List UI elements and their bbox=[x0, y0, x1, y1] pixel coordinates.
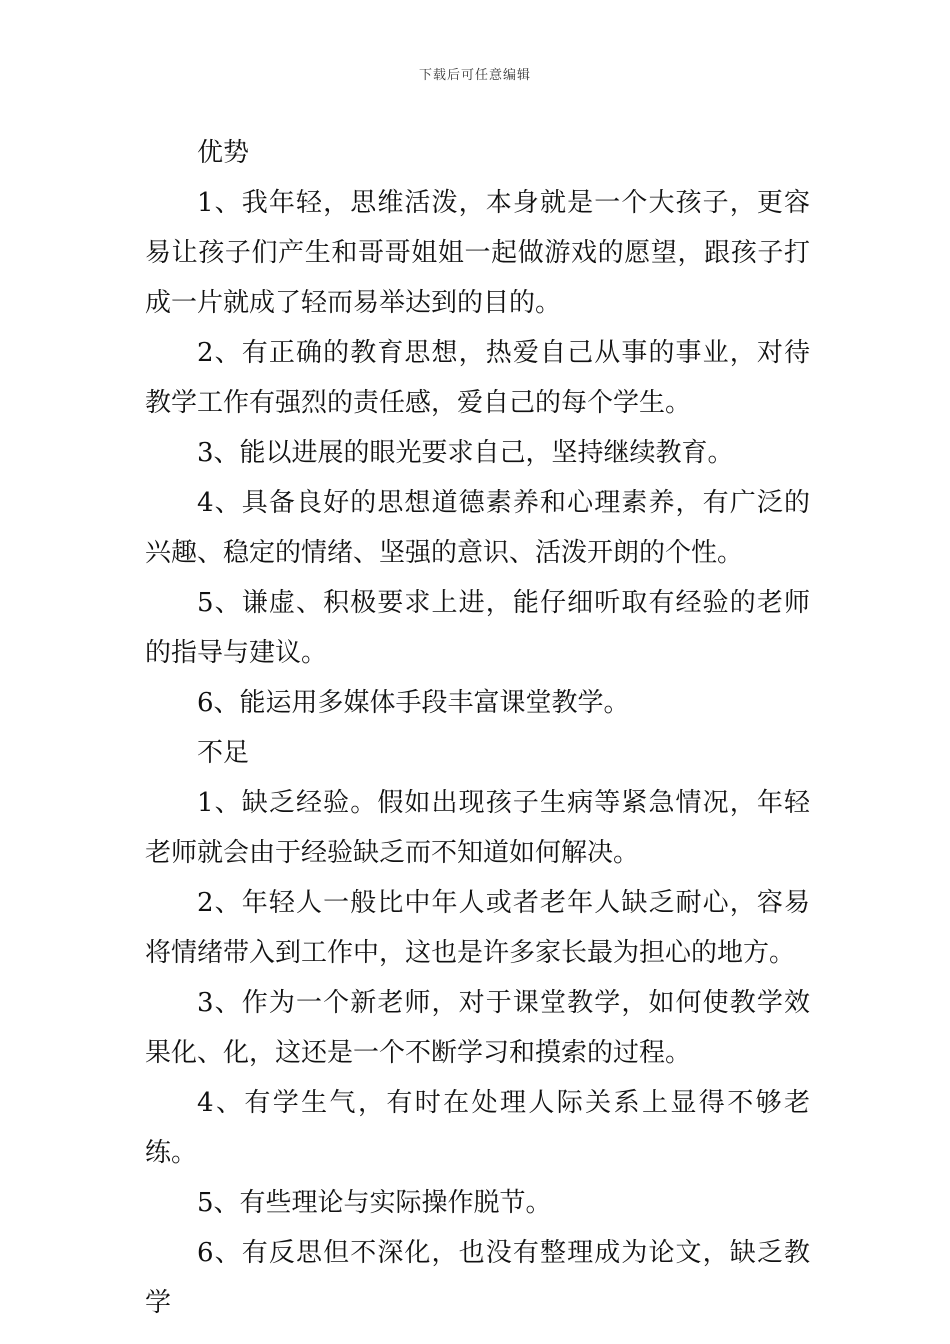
shortcoming-item: 5、有些理论与实际操作脱节。 bbox=[197, 1188, 552, 1218]
advantage-item: 1、我年轻，思维活泼，本身就是一个大孩子，更容易让孩子们产生和哥哥姐姐一起做游戏的愿望，跟孩子打成一片就成了轻而易举达到的目的。 bbox=[145, 188, 810, 318]
advantage-item: 6、能运用多媒体手段丰富课堂教学。 bbox=[197, 688, 630, 718]
document-body bbox=[145, 128, 810, 1328]
section-heading-advantages: 优势 bbox=[197, 138, 250, 168]
advantage-item: 4、具备良好的思想道德素养和心理素养，有广泛的兴趣、稳定的情绪、坚强的意识、活泼开朗的个性。 bbox=[145, 488, 810, 568]
advantage-item: 5、谦虚、积极要求上进，能仔细听取有经验的老师的指导与建议。 bbox=[145, 588, 810, 668]
page-header-note: 下载后可任意编辑 bbox=[418, 68, 531, 83]
shortcoming-item: 1、缺乏经验。假如出现孩子生病等紧急情况，年轻老师就会由于经验缺乏而不知道如何解决。 bbox=[145, 788, 810, 868]
shortcoming-item: 2、年轻人一般比中年人或者老年人缺乏耐心，容易将情绪带入到工作中，这也是许多家长最为担心的地方。 bbox=[145, 888, 810, 968]
shortcoming-item: 6、有反思但不深化，也没有整理成为论文，缺乏教学 bbox=[145, 1238, 810, 1318]
advantage-item: 2、有正确的教育思想，热爱自己从事的事业，对待教学工作有强烈的责任感，爱自己的每个学生。 bbox=[145, 338, 810, 418]
section-heading-shortcomings: 不足 bbox=[197, 738, 250, 768]
shortcoming-item: 3、作为一个新老师，对于课堂教学，如何使教学效果化、化，这还是一个不断学习和摸索的过程。 bbox=[145, 988, 810, 1068]
advantage-item: 3、能以进展的眼光要求自己，坚持继续教育。 bbox=[197, 438, 734, 468]
shortcoming-item: 4、有学生气，有时在处理人际关系上显得不够老练。 bbox=[145, 1088, 810, 1168]
